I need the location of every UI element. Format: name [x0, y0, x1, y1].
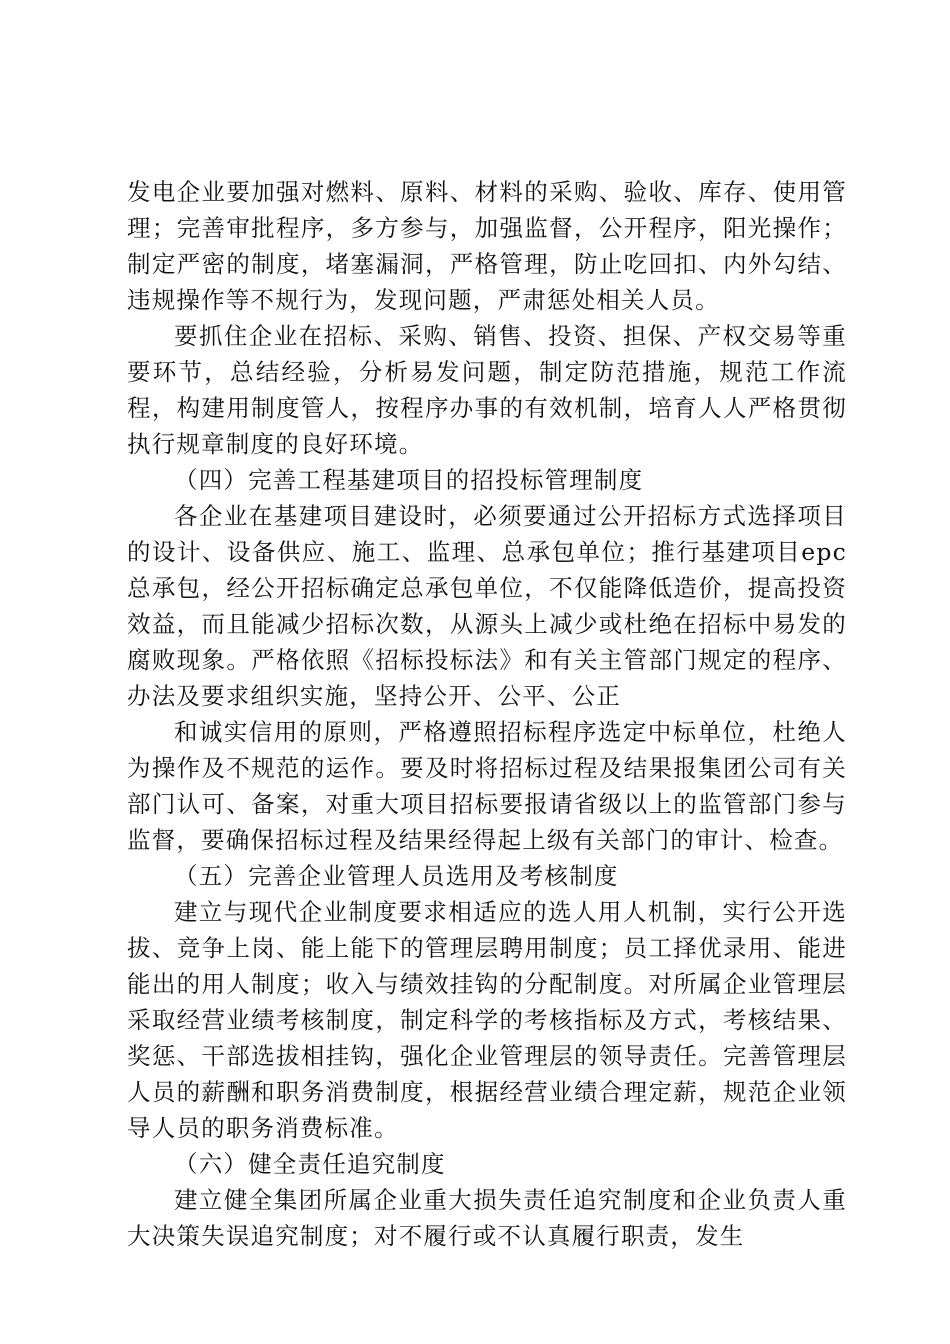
- document-body: [127, 174, 847, 1254]
- paragraph-2: 要抓住企业在招标、采购、销售、投资、担保、产权交易等重要环节，总结经验，分析易发问题，制定防范措施，规范工作流程，构建用制度管人，按程序办事的有效机制，培育人人严格贯彻执行规章制度的良好环境。: [127, 322, 847, 458]
- section-heading-5: （五）完善企业管理人员选用及考核制度: [174, 862, 619, 890]
- paragraph-3: 各企业在基建项目建设时，必须要通过公开招标方式选择项目的设计、设备供应、施工、监理、总承包单位；推行基建项目epc总承包，经公开招标确定总承包单位，不仅能降低造价，提高投资效益，而且能减少招标次数，从源头上减少或杜绝在招标中易发的腐败现象。严格依照《招标投标法》和有关主管部门规定的程序、办法及要求组织实施，坚持公开、公平、公正: [127, 502, 847, 710]
- section-heading-4: （四）完善工程基建项目的招投标管理制度: [174, 466, 644, 494]
- paragraph-6: 建立健全集团所属企业重大损失责任追究制度和企业负责人重大决策失误追究制度；对不履行或不认真履行职责，发生: [127, 1186, 847, 1250]
- paragraph-5: 建立与现代企业制度要求相适应的选人用人机制，实行公开选拔、竞争上岗、能上能下的管理层聘用制度；员工择优录用、能进能出的用人制度；收入与绩效挂钩的分配制度。对所属企业管理层采取经营业绩考核制度，制定科学的考核指标及方式，考核结果、奖惩、干部选拔相挂钩，强化企业管理层的领导责任。完善管理层人员的薪酬和职务消费制度，根据经营业绩合理定薪，规范企业领导人员的职务消费标准。: [127, 898, 847, 1142]
- paragraph-4: 和诚实信用的原则，严格遵照招标程序选定中标单位，杜绝人为操作及不规范的运作。要及时将招标过程及结果报集团公司有关部门认可、备案，对重大项目招标要报请省级以上的监管部门参与监督，要确保招标过程及结果经得起上级有关部门的审计、检查。: [127, 718, 847, 854]
- paragraph-1: 发电企业要加强对燃料、原料、材料的采购、验收、库存、使用管理；完善审批程序，多方参与，加强监督，公开程序，阳光操作；制定严密的制度，堵塞漏洞，严格管理，防止吃回扣、内外勾结、违规操作等不规行为，发现问题，严肃惩处相关人员。: [127, 178, 847, 314]
- section-heading-6: （六）健全责任追究制度: [174, 1150, 446, 1178]
